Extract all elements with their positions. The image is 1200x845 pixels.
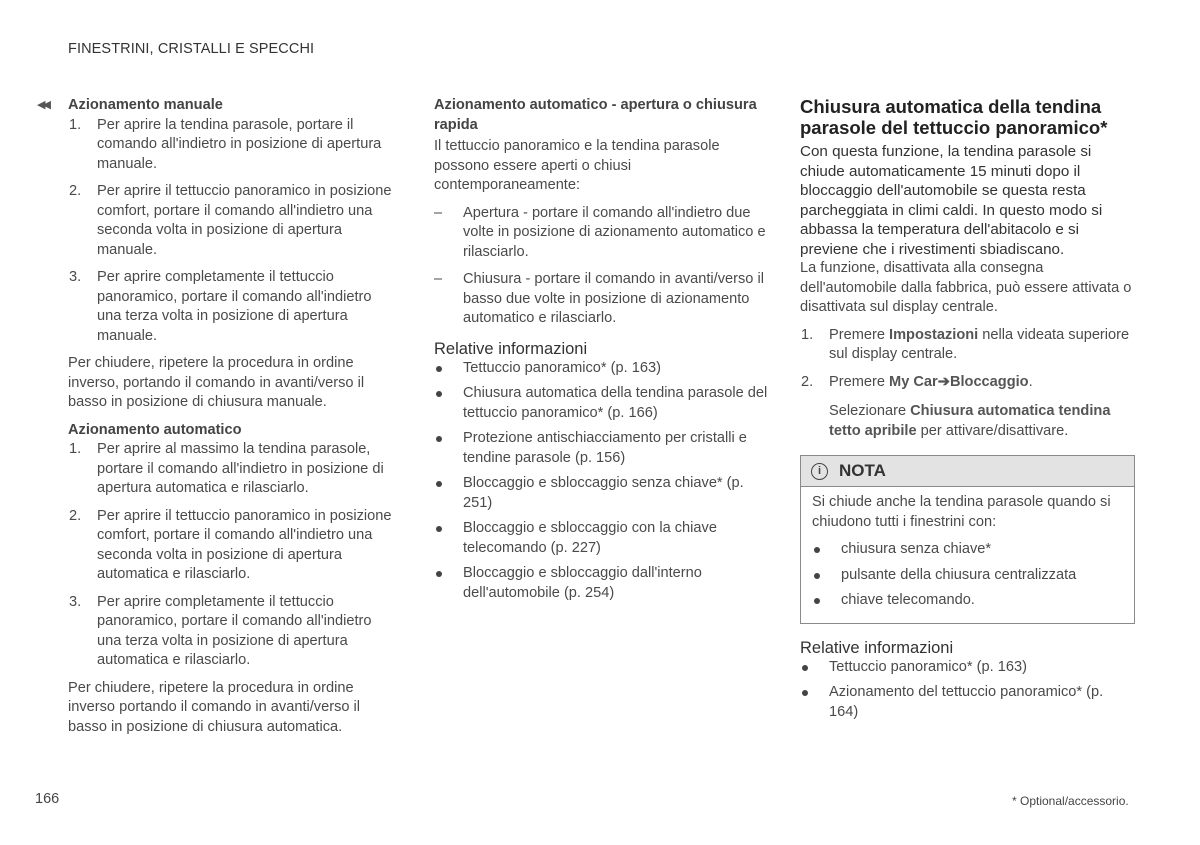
auto-heading: Azionamento automatico: [68, 421, 242, 438]
step-number: 1.: [69, 116, 82, 133]
list-item: [434, 204, 769, 263]
related-heading: Relative informazioni: [434, 339, 588, 358]
dash-marker: –: [434, 271, 443, 287]
column-auto-close: [800, 96, 1135, 728]
settings-label: Impostazioni: [889, 326, 979, 343]
step-text: per attivare/disattivare.: [920, 422, 1069, 439]
step-text: nella videata superiore sul display centrale.: [829, 326, 1130, 362]
step-text: .: [1028, 373, 1033, 390]
related-link[interactable]: [434, 474, 769, 513]
related-heading: Relative informazioni: [800, 638, 954, 657]
step-number: 2.: [69, 183, 82, 199]
step-number: 1.: [801, 326, 814, 343]
related-list: [800, 658, 1135, 723]
bullet: [802, 665, 808, 671]
bullet: [814, 573, 820, 579]
dash-marker: –: [434, 204, 443, 221]
step-text: Per aprire il tettuccio panoramico in posizione comfort, portare il comando all'indietro una seconda volta in posizione di apertura automatica e rilasciarlo.: [97, 507, 392, 582]
list-item: [812, 591, 1124, 611]
link-text[interactable]: Protezione antischiacciamento per cristalli e tendine parasole (p. 156): [463, 430, 747, 466]
step-text: Per aprire completamente il tettuccio panoramico, portare il comando all'indietro una terza volta in posizione di apertura manuale.: [97, 269, 372, 344]
step-number: 3.: [69, 269, 82, 285]
link-text[interactable]: Chiusura automatica della tendina parasole del tettuccio panoramico* (p. 166): [463, 385, 768, 421]
manual-heading: Azionamento manuale: [68, 97, 223, 113]
activation-text: La funzione, disattivata alla consegna dell'automobile dalla fabbrica, può essere attivata o disattivata sul display centrale.: [800, 260, 1132, 315]
bullet: [802, 690, 808, 696]
related-list: [434, 359, 769, 604]
list-item: [812, 540, 1124, 560]
manual-close-text: Per chiudere, ripetere la procedura in ordine inverso, portando il comando in avanti/verso il basso in posizione di chiusura manuale.: [68, 355, 365, 410]
lock-label: Bloccaggio: [949, 373, 1029, 390]
list-item: [68, 507, 398, 585]
quick-intro: Il tettuccio panoramico e la tendina parasole possono essere aperti o chiusi contemporaneamente:: [434, 138, 720, 193]
quick-list: [434, 204, 769, 329]
list-item: [434, 270, 769, 329]
link-text[interactable]: Bloccaggio e sbloccaggio senza chiave* (p. 251): [463, 475, 744, 511]
item-text: Chiusura - portare il comando in avanti/verso il basso due volte in posizione di azionamento automatico e rilasciarlo.: [463, 271, 764, 326]
step-text: Selezionare: [829, 403, 907, 419]
related-link[interactable]: [434, 519, 769, 558]
item-text: chiave telecomando.: [841, 592, 975, 608]
related-link[interactable]: [434, 359, 769, 379]
link-text[interactable]: Azionamento del tettuccio panoramico* (p. 164): [829, 684, 1104, 720]
mycar-label: My Car: [889, 373, 938, 390]
item-text: Apertura - portare il comando all'indietro due volte in posizione di azionamento automatico e rilasciarlo.: [463, 204, 766, 260]
page-number: 166: [35, 791, 60, 807]
related-link[interactable]: [434, 429, 769, 468]
bullet: [436, 366, 442, 372]
step-text: Per aprire la tendina parasole, portare il comando all'indietro in posizione di apertura manuale.: [97, 116, 382, 172]
list-item: [68, 593, 398, 671]
note-title: NOTA: [839, 461, 886, 481]
bullet: [436, 526, 442, 532]
bullet: [436, 391, 442, 397]
note-text: Si chiude anche la tendina parasole quando si chiudono tutti i finestrini con:: [812, 494, 1111, 530]
bullet: [814, 598, 820, 604]
link-text[interactable]: Bloccaggio e sbloccaggio dall'interno dell'automobile (p. 254): [463, 565, 702, 601]
step-number: 1.: [69, 441, 82, 457]
list-item: [68, 116, 398, 175]
list-item: [800, 326, 1135, 365]
related-link[interactable]: [434, 564, 769, 603]
step-text: Per aprire il tettuccio panoramico in posizione comfort, portare il comando all'indietro una seconda volta in posizione di apertura manuale.: [97, 183, 392, 258]
bullet: [436, 571, 442, 577]
list-item: [68, 182, 398, 260]
footer-note: * Optional/accessorio.: [1012, 794, 1129, 808]
auto-close-text: Per chiudere, ripetere la procedura in ordine inverso portando il comando in avanti/verso il basso in posizione di chiusura automatica.: [68, 679, 361, 735]
list-item: [68, 440, 398, 499]
step-number: 2.: [801, 373, 814, 390]
link-text[interactable]: Bloccaggio e sbloccaggio con la chiave telecomando (p. 227): [463, 520, 717, 556]
settings-steps: [800, 326, 1135, 442]
page-header: FINESTRINI, CRISTALLI E SPECCHI: [68, 41, 315, 57]
info-icon: i: [811, 463, 828, 480]
step-number: 3.: [69, 593, 82, 610]
related-link[interactable]: [434, 384, 769, 423]
step-text: Premere: [829, 326, 885, 343]
bullet: [814, 547, 820, 553]
list-item: [812, 566, 1124, 586]
item-text: chiusura senza chiave*: [841, 541, 992, 557]
note-box: [800, 455, 1135, 624]
continuation-icon: ◀◀: [37, 99, 48, 111]
step-sub: [829, 402, 1135, 441]
bullet: [436, 436, 442, 442]
step-number: 2.: [69, 507, 82, 524]
intro-text: Con questa funzione, la tendina parasole si chiude automaticamente 15 minuti dopo il bloccaggio dell'automobile se questa resta parcheggiata in climi caldi. In questo modo si abbassa la temperatura dell'abitacolo e si previene che i rivestimenti sbiadiscano.: [800, 143, 1103, 258]
note-body: [801, 487, 1134, 623]
auto-steps-list: [68, 440, 398, 671]
list-item: [800, 373, 1135, 442]
quick-heading: Azionamento automatico - apertura o chiusura rapida: [434, 97, 757, 133]
related-link[interactable]: [800, 658, 1135, 678]
manual-steps-list: [68, 116, 398, 347]
note-list: [812, 540, 1124, 611]
link-text[interactable]: Tettuccio panoramico* (p. 163): [829, 658, 1027, 675]
list-item: [68, 268, 398, 346]
step-text: Per aprire completamente il tettuccio panoramico, portare il comando all'indietro una terza volta in posizione di apertura automatica e rilasciarlo.: [97, 593, 372, 668]
note-header: [801, 456, 1134, 487]
option-label: Chiusura automatica tendina tetto apribile: [829, 403, 1111, 439]
bullet: [436, 481, 442, 487]
section-title: Chiusura automatica della tendina parasole del tettuccio panoramico*: [800, 96, 1108, 138]
column-quick-related: [434, 96, 769, 609]
column-manual-auto: [68, 96, 398, 745]
related-link[interactable]: [800, 683, 1135, 722]
step-text: Per aprire al massimo la tendina parasole, portare il comando all'indietro in posizione di apertura automatica e rilasciarlo.: [97, 441, 384, 496]
arrow-right-icon: ➔: [937, 373, 950, 390]
item-text: pulsante della chiusura centralizzata: [841, 566, 1077, 583]
step-text: Premere: [829, 373, 885, 390]
link-text[interactable]: Tettuccio panoramico* (p. 163): [463, 359, 661, 376]
